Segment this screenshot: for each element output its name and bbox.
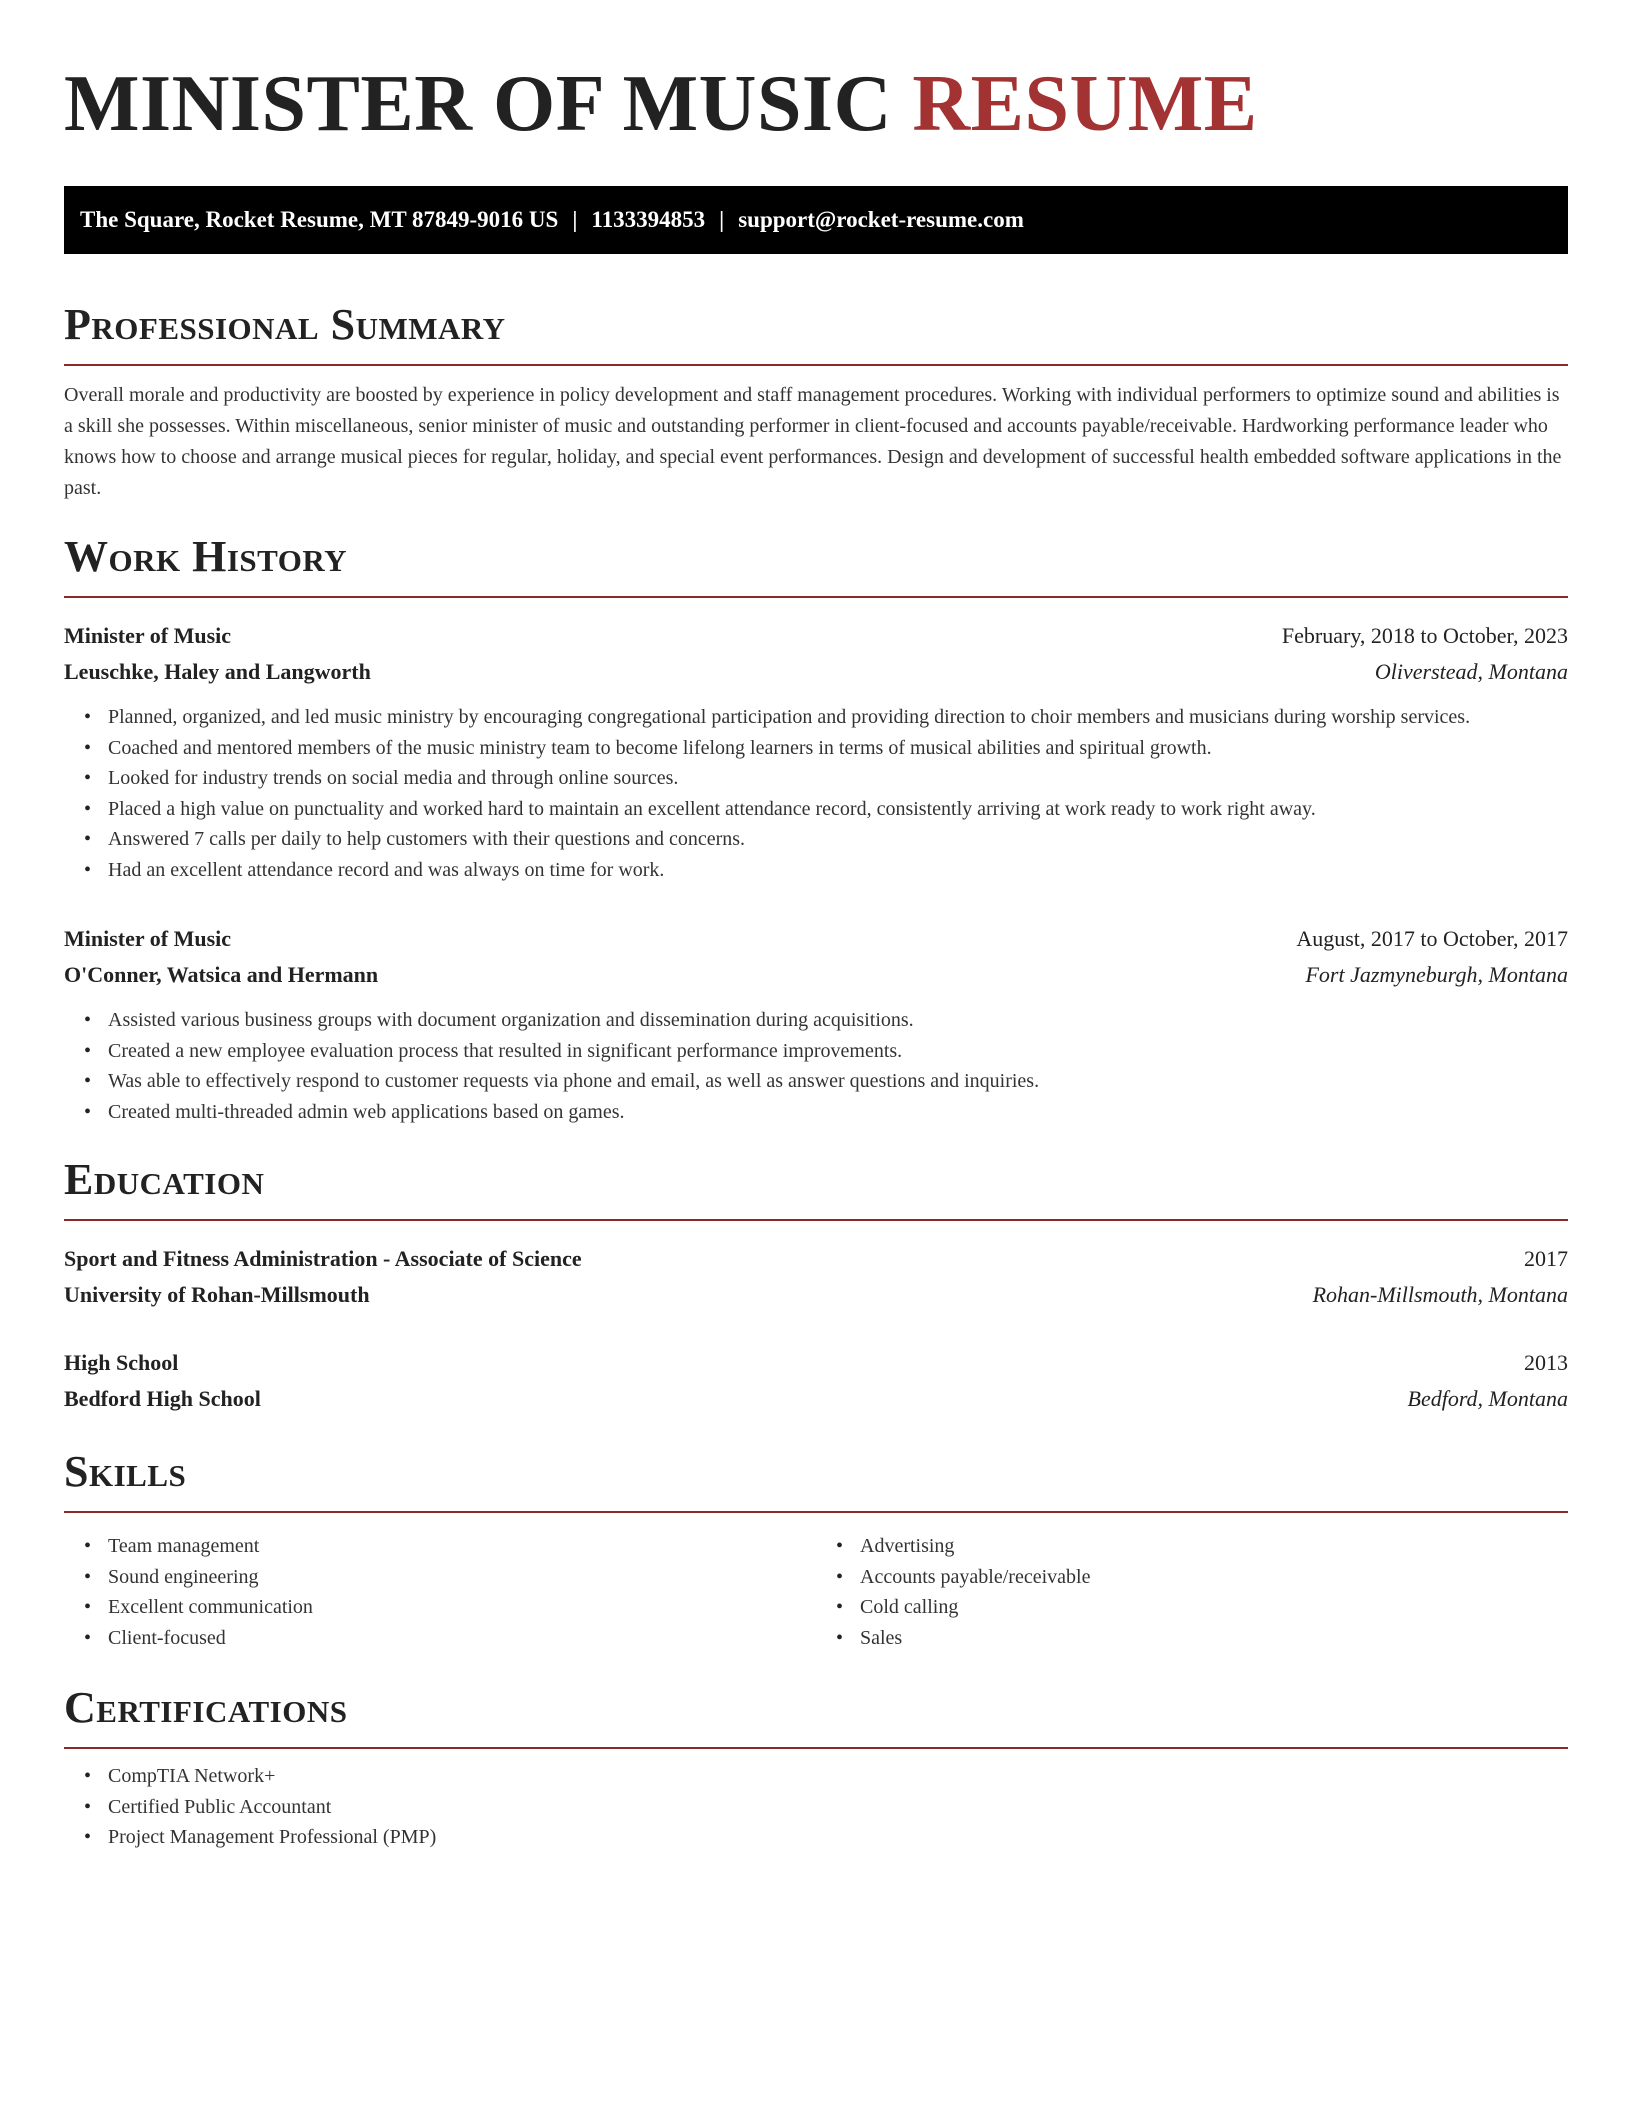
list-item: • Looked for industry trends on social media and through online sources. [108, 763, 1568, 794]
section-heading: Work History [64, 532, 348, 581]
job-location: Oliverstead, Montana [1374, 659, 1568, 684]
job-company: O'Conner, Watsica and Hermann [64, 962, 379, 987]
job-dates: February, 2018 to October, 2023 [1281, 623, 1568, 648]
education-section [64, 1155, 1568, 1417]
job-dates: August, 2017 to October, 2017 [1296, 926, 1568, 951]
contact-email: support@rocket-resume.com [738, 207, 1024, 232]
skill-item: • Sales [860, 1623, 1568, 1654]
section-divider [64, 1511, 1568, 1513]
list-item: • Placed a high value on punctuality and worked hard to maintain an excellent attendance record, consistently arriving at work ready to work right away. [108, 794, 1568, 825]
contact-bar [64, 186, 1568, 254]
education-school: University of Rohan-Millsmouth [64, 1282, 370, 1307]
title-main: MINISTER OF MUSIC [64, 60, 892, 148]
education-entry [64, 1345, 1568, 1417]
education-degree: High School [64, 1350, 179, 1375]
education-school: Bedford High School [64, 1386, 261, 1411]
summary-text: Overall morale and productivity are boosted by experience in policy development and staff management procedures. Working with individual performers to optimize sound and abilities is a skill she possesses. Within miscellaneous, senior minister of music and outstanding performer in client-focused and accounts payable/receivable. Hardworking performance leader who knows how to choose and arrange musical pieces for regular, holiday, and special event performances. Design and development of successful health embedded software applications in the past. [64, 384, 1562, 499]
job-entry [64, 618, 1568, 885]
resume-title [64, 56, 1568, 152]
section-heading: Skills [64, 1447, 187, 1496]
title-accent: RESUME [912, 60, 1258, 148]
certification-item: • Certified Public Accountant [108, 1792, 1568, 1823]
job-title: Minister of Music [64, 926, 232, 951]
section-divider [64, 364, 1568, 366]
job-company: Leuschke, Haley and Langworth [64, 659, 371, 684]
skill-item: • Team management [108, 1531, 816, 1562]
certification-item: • CompTIA Network+ [108, 1761, 1568, 1792]
education-location: Bedford, Montana [1407, 1386, 1568, 1411]
skills-columns [64, 1531, 1568, 1653]
certification-item: • Project Management Professional (PMP) [108, 1822, 1568, 1853]
certifications-section [64, 1683, 1568, 1853]
section-heading: Certifications [64, 1683, 348, 1732]
education-year: 2013 [1524, 1350, 1568, 1375]
section-divider [64, 1747, 1568, 1749]
skill-item: • Accounts payable/receivable [860, 1562, 1568, 1593]
section-heading: Education [64, 1155, 265, 1204]
list-item: • Had an excellent attendance record and was always on time for work. [108, 855, 1568, 886]
skill-item: • Cold calling [860, 1592, 1568, 1623]
section-divider [64, 596, 1568, 598]
job-title: Minister of Music [64, 623, 232, 648]
contact-separator: | [719, 207, 725, 232]
list-item: • Answered 7 calls per daily to help customers with their questions and concerns. [108, 824, 1568, 855]
skill-item: • Client-focused [108, 1623, 816, 1654]
job-entry [64, 921, 1568, 1127]
education-year: 2017 [1524, 1246, 1568, 1271]
list-item: • Was able to effectively respond to customer requests via phone and email, as well as answer questions and inquiries. [108, 1066, 1568, 1097]
list-item: • Created multi-threaded admin web applications based on games. [108, 1097, 1568, 1128]
education-location: Rohan-Millsmouth, Montana [1312, 1282, 1568, 1307]
skills-list-right [816, 1531, 1568, 1653]
skill-item: • Advertising [860, 1531, 1568, 1562]
summary-section [64, 300, 1568, 504]
contact-separator: | [572, 207, 578, 232]
education-entry [64, 1241, 1568, 1313]
contact-phone: 1133394853 [591, 207, 706, 232]
skill-item: • Sound engineering [108, 1562, 816, 1593]
education-degree: Sport and Fitness Administration - Associate of Science [64, 1246, 582, 1271]
skill-item: • Excellent communication [108, 1592, 816, 1623]
job-bullets [64, 702, 1568, 885]
skills-section [64, 1447, 1568, 1653]
work-history-section [64, 532, 1568, 1127]
certifications-list [64, 1761, 1568, 1853]
section-heading: Professional Summary [64, 300, 506, 349]
skills-list-left [64, 1531, 816, 1653]
list-item: • Coached and mentored members of the music ministry team to become lifelong learners in terms of musical abilities and spiritual growth. [108, 733, 1568, 764]
contact-address: The Square, Rocket Resume, MT 87849-9016 US [80, 207, 559, 232]
list-item: • Created a new employee evaluation process that resulted in significant performance improvements. [108, 1036, 1568, 1067]
job-bullets [64, 1005, 1568, 1127]
list-item: • Assisted various business groups with document organization and dissemination during acquisitions. [108, 1005, 1568, 1036]
section-divider [64, 1219, 1568, 1221]
list-item: • Planned, organized, and led music ministry by encouraging congregational participation and providing direction to choir members and musicians during worship services. [108, 702, 1568, 733]
job-location: Fort Jazmyneburgh, Montana [1305, 962, 1568, 987]
